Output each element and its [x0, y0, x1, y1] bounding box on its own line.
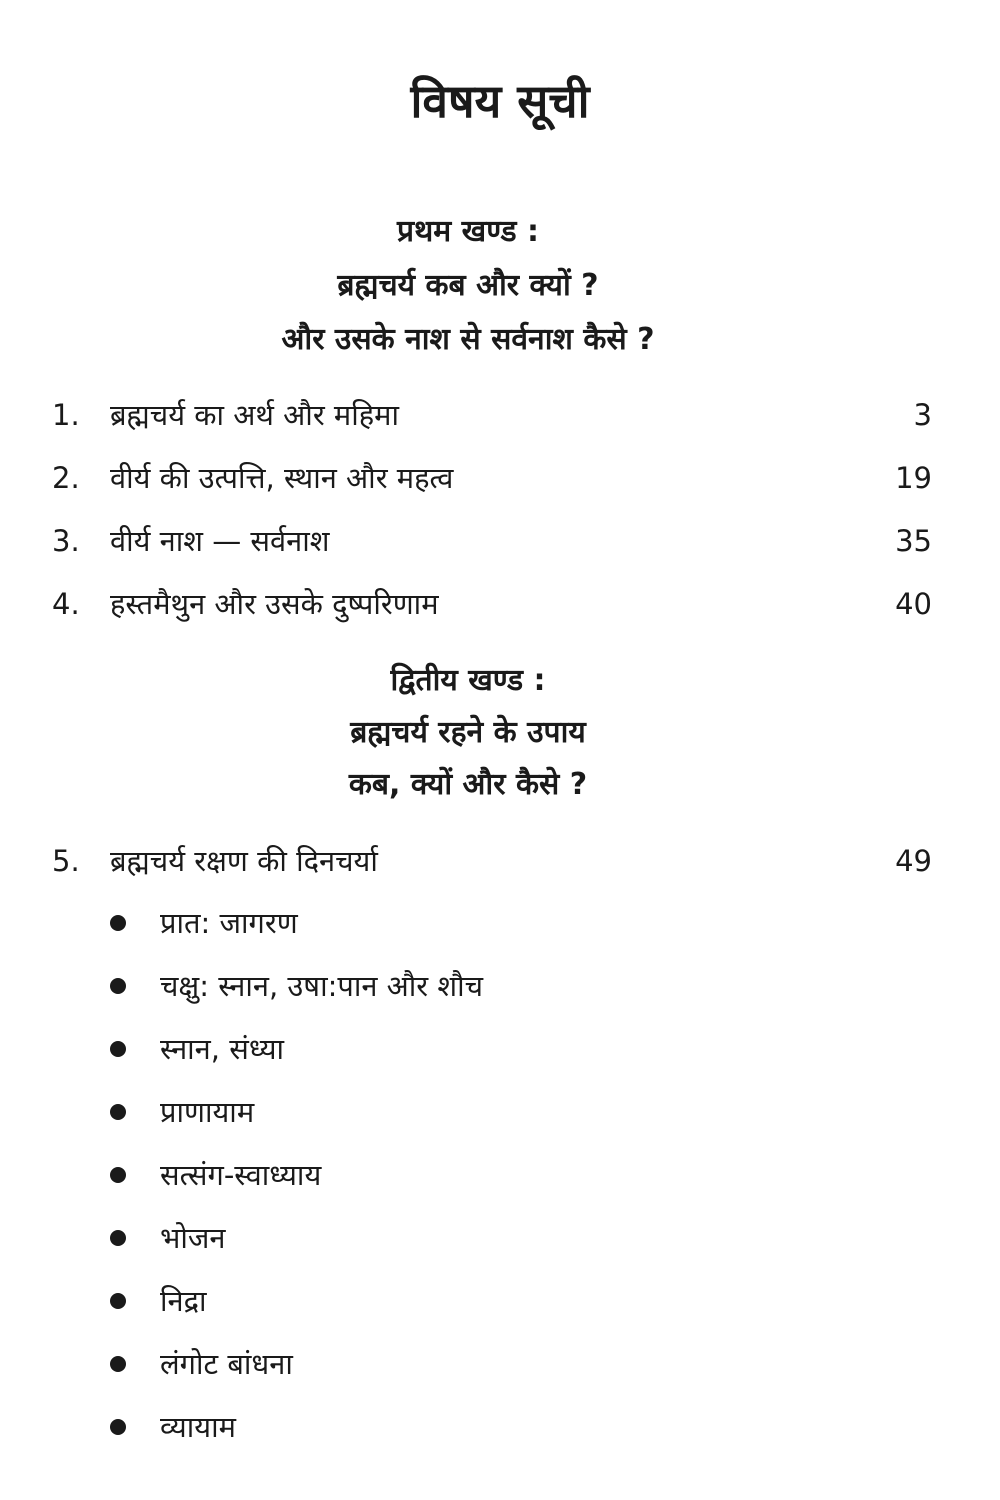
section-label: प्रथम खण्ड : [397, 214, 539, 249]
section-subtitle: और उसके नाश से सर्वनाश कैसे ? [281, 322, 655, 357]
bullet-icon [110, 1419, 126, 1435]
bullet-icon [110, 1167, 126, 1183]
toc-entry[interactable] [0, 516, 1000, 566]
entry-number: 1. [52, 398, 80, 432]
sub-topic-list [0, 898, 1000, 1465]
sub-topic-item [0, 1024, 1000, 1087]
bullet-icon [110, 915, 126, 931]
entry-page-number: 3 [913, 398, 932, 432]
section-subtitle: ब्रह्मचर्य रहने के उपाय [350, 715, 586, 750]
section-subtitle: कब, क्यों और कैसे ? [348, 767, 588, 802]
sub-topic-label: व्यायाम [160, 1410, 236, 1444]
sub-topic-item [0, 898, 1000, 961]
sub-topic-item [0, 1150, 1000, 1213]
sub-topic-item [0, 1402, 1000, 1465]
sub-topic-label: प्रात: जागरण [160, 906, 298, 940]
entry-number: 5. [52, 844, 80, 878]
bullet-icon [110, 1104, 126, 1120]
entry-page-number: 40 [895, 587, 932, 621]
sub-topic-label: चक्षु: स्नान, उषा:पान और शौच [160, 969, 484, 1003]
entry-title: वीर्य की उत्पत्ति, स्थान और महत्व [110, 461, 454, 495]
section-subtitle: ब्रह्मचर्य कब और क्यों ? [337, 268, 599, 303]
bullet-icon [110, 1041, 126, 1057]
entry-page-number: 19 [895, 461, 932, 495]
bullet-icon [110, 1230, 126, 1246]
section-label: द्वितीय खण्ड : [390, 663, 546, 698]
bullet-icon [110, 1356, 126, 1372]
sub-topic-label: लंगोट बांधना [160, 1347, 293, 1381]
entry-number: 3. [52, 524, 80, 558]
toc-entry[interactable] [0, 453, 1000, 503]
section-heading-first [0, 205, 936, 367]
sub-topic-item [0, 1087, 1000, 1150]
entry-page-number: 49 [895, 844, 932, 878]
sub-topic-label: स्नान, संध्या [160, 1032, 285, 1066]
toc-entry[interactable] [0, 579, 1000, 629]
entry-title: ब्रह्मचर्य का अर्थ और महिमा [110, 398, 399, 432]
entry-title: वीर्य नाश — सर्वनाश [110, 524, 330, 558]
sub-topic-item [0, 1276, 1000, 1339]
sub-topic-label: भोजन [160, 1221, 226, 1255]
entry-number: 4. [52, 587, 80, 621]
sub-topic-label: निद्रा [160, 1284, 207, 1318]
entry-page-number: 35 [895, 524, 932, 558]
sub-topic-label: सत्संग-स्वाध्याय [160, 1158, 322, 1192]
entry-title: हस्तमैथुन और उसके दुष्परिणाम [110, 587, 439, 621]
page-title: विषय सूची [410, 73, 590, 128]
sub-topic-item [0, 961, 1000, 1024]
entry-title: ब्रह्मचर्य रक्षण की दिनचर्या [110, 844, 378, 878]
toc-entry[interactable] [0, 390, 1000, 440]
entry-number: 2. [52, 461, 80, 495]
bullet-icon [110, 1293, 126, 1309]
toc-entry[interactable] [0, 836, 1000, 886]
sub-topic-item [0, 1213, 1000, 1276]
section-heading-second [0, 655, 936, 811]
bullet-icon [110, 978, 126, 994]
sub-topic-item [0, 1339, 1000, 1402]
sub-topic-label: प्राणायाम [160, 1095, 255, 1129]
